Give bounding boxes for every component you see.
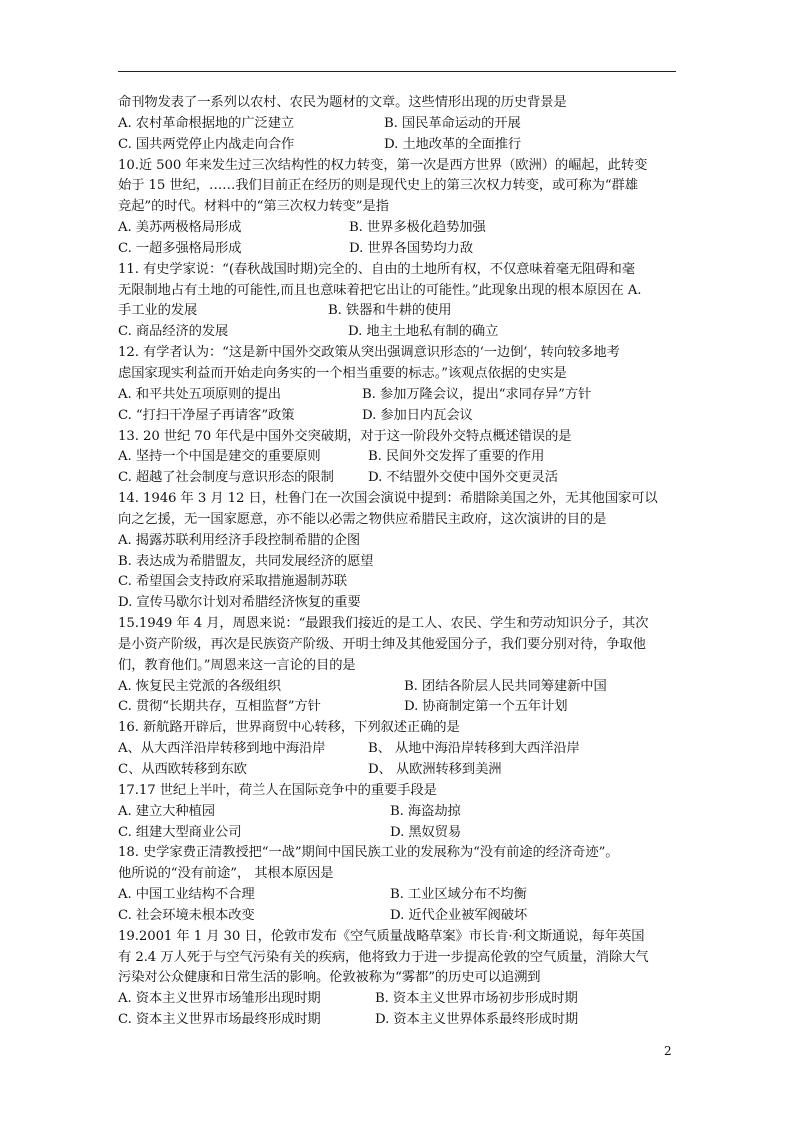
option-right: B. 参加万隆会议，提出“求同存异”方针	[362, 386, 592, 402]
option-right: B. 国民革命运动的开展	[384, 115, 521, 131]
text-line: 14. 1946 年 3 月 12 日，杜鲁门在一次国会演说中提到：希腊除美国之外，无其他国家可以	[118, 491, 658, 507]
option-row	[118, 322, 678, 343]
option-right: B. 资本主义世界市场初步形成时期	[375, 991, 578, 1007]
text-line: 17.17 世纪上半叶，荷兰人在国际竞争中的重要手段是	[118, 782, 437, 798]
option-right: B. 工业区域分布不均衡	[390, 887, 527, 903]
option-left: A、从大西洋沿岸转移到地中海沿岸	[118, 741, 326, 757]
option-right: D. 黑奴贸易	[390, 824, 462, 840]
page-number: 2	[664, 1044, 672, 1058]
option-right: D. 资本主义世界体系最终形成时期	[375, 1012, 579, 1028]
text-line: 16. 新航路开辟后，世界商贸中心转移，下列叙述正确的是	[118, 720, 460, 736]
text-line: 竞起”的时代。材料中的“第三次权力转变”是指	[118, 199, 389, 215]
text-line: 向之乞援，无一国家愿意，亦不能以必需之物供应希腊民主政府，这次演讲的目的是	[118, 511, 607, 527]
option-right: D. 协商制定第一个五年计划	[404, 699, 568, 715]
option-right: D. 世界各国势均力敌	[349, 240, 473, 256]
option-left: C. 资本主义世界市场最终形成时期	[118, 1012, 321, 1028]
option-left: A. 建立大种植园	[118, 803, 215, 819]
option-left: C、从西欧转移到东欧	[118, 762, 247, 777]
option-row	[118, 239, 678, 260]
option-left: A. 坚持一个中国是建交的重要原则	[118, 449, 321, 465]
option-right: B. 世界多极化趋势加强	[349, 220, 486, 236]
option-right: B. 民间外交发挥了重要的作用	[368, 449, 545, 465]
text-line: 10.近 500 年来发生过三次结构性的权力转变，第一次是西方世界（欧洲）的崛起，此转变	[118, 157, 648, 173]
option-row	[118, 989, 678, 1010]
option-row	[118, 677, 678, 698]
option-left: A. 和平共处五项原则的提出	[118, 386, 281, 402]
option-row	[118, 739, 678, 760]
text-line: 无限制地占有土地的可能性,而且也意味着把它出让的可能性。”此现象出现的根本原因在 A.	[118, 282, 642, 298]
option-row	[118, 468, 678, 489]
option-left: C. 国共两党停止内战走向合作	[118, 136, 295, 152]
page-content	[118, 93, 678, 1031]
text-line: 18. 史学家费正清教授把“一战”期间中国民族工业的发展称为“没有前途的经济奇迹”。	[118, 845, 619, 861]
option-row	[118, 697, 678, 718]
text-line: D. 宣传马歇尔计划对希腊经济恢复的重要	[118, 595, 361, 611]
text-line: 15.1949 年 4 月，周恩来说：“最跟我们接近的是工人、农民、学生和劳动知识分子，其次	[118, 616, 649, 632]
option-row	[118, 447, 678, 468]
option-row	[118, 823, 678, 844]
option-row	[118, 1010, 678, 1031]
option-left: C. 商品经济的发展	[118, 324, 229, 340]
option-left: C. 超越了社会制度与意识形态的限制	[118, 470, 334, 486]
option-row	[118, 301, 678, 322]
text-line: 19.2001 年 1 月 30 日，伦敦市发布《空气质量战略草案》市长肯·利文斯通说，每年英国	[118, 928, 645, 944]
option-right: D. 土地改革的全面推行	[384, 136, 522, 152]
option-row	[118, 135, 678, 156]
text-line: 是小资产阶级，再次是民族资产阶级、开明士绅及其他爱国分子，我们要分别对待，争取他	[118, 636, 646, 652]
text-line: 他所说的“没有前途”， 其根本原因是	[118, 866, 334, 882]
option-right: D、 从欧洲转移到美洲	[368, 762, 502, 777]
option-row	[118, 385, 678, 406]
header-rule	[118, 71, 676, 72]
option-left: A. 美苏两极格局形成	[118, 220, 242, 236]
option-right: B. 铁器和牛耕的使用	[328, 303, 452, 319]
option-left: A. 中国工业结构不合理	[118, 887, 255, 903]
text-line: 命刊物发表了一系列以农村、农民为题材的文章。这些情形出现的历史背景是	[118, 95, 567, 110]
option-left: A. 恢复民主党派的各级组织	[118, 678, 281, 694]
text-line: B. 表达成为希腊盟友，共同发展经济的愿望	[118, 553, 374, 569]
option-row	[118, 802, 678, 823]
option-left: A. 资本主义世界市场雏形出现时期	[118, 991, 321, 1007]
text-line: 12. 有学者认为：“这是新中国外交政策从突出强调意识形态的‘一边倒’，转向较多地考	[118, 345, 620, 361]
option-left: A. 农村革命根据地的广泛建立	[118, 115, 295, 131]
option-row	[118, 885, 678, 906]
option-left: C. “打扫干净屋子再请客”政策	[118, 407, 295, 423]
option-right: D. 地主土地私有制的确立	[348, 324, 499, 340]
option-row	[118, 218, 678, 239]
option-left: C. 贯彻“长期共存，互相监督”方针	[118, 699, 321, 715]
option-right: D. 近代企业被军阀破坏	[390, 907, 528, 923]
option-left: C. 一超多强格局形成	[118, 240, 242, 256]
text-line: 有 2.4 万人死于与空气污染有关的疾病，他将致力于进一步提高伦敦的空气质量，消除大气	[118, 949, 649, 965]
option-row	[118, 114, 678, 135]
option-row	[118, 760, 678, 781]
text-line: 们，教育他们。”周恩来这一言论的目的是	[118, 657, 356, 673]
option-right: B. 团结各阶层人民共同筹建新中国	[404, 678, 607, 694]
option-right: D. 参加日内瓦会议	[362, 407, 473, 423]
option-row	[118, 406, 678, 427]
text-line: 始于 15 世纪，……我们目前正在经历的则是现代史上的第三次权力转变，或可称为“群雄	[118, 178, 638, 194]
option-right: B、 从地中海沿岸转移到大西洋沿岸	[368, 741, 580, 757]
option-left: 手工业的发展	[118, 303, 198, 319]
text-line: 11. 有史学家说：“(春秋战国时期)完全的、自由的土地所有权，不仅意味着毫无阻碍和毫	[118, 261, 635, 277]
option-row	[118, 906, 678, 927]
text-line: C. 希望国会支持政府采取措施遏制苏联	[118, 574, 348, 590]
text-line: 13. 20 世纪 70 年代是中国外交突破期，对于这一阶段外交特点概述错误的是	[118, 428, 572, 444]
text-line: 污染对公众健康和日常生活的影响。伦敦被称为“雾都”的历史可以追溯到	[118, 970, 541, 986]
text-line: 虑国家现实利益而开始走向务实的一个相当重要的标志。”该观点依据的史实是	[118, 365, 567, 381]
text-line: A. 揭露苏联利用经济手段控制希腊的企图	[118, 532, 361, 548]
option-right: D. 不结盟外交使中国外交更灵活	[368, 470, 558, 486]
option-right: B. 海盗劫掠	[390, 803, 461, 819]
option-left: C. 社会环境未根本改变	[118, 907, 255, 923]
option-left: C. 组建大型商业公司	[118, 824, 242, 840]
